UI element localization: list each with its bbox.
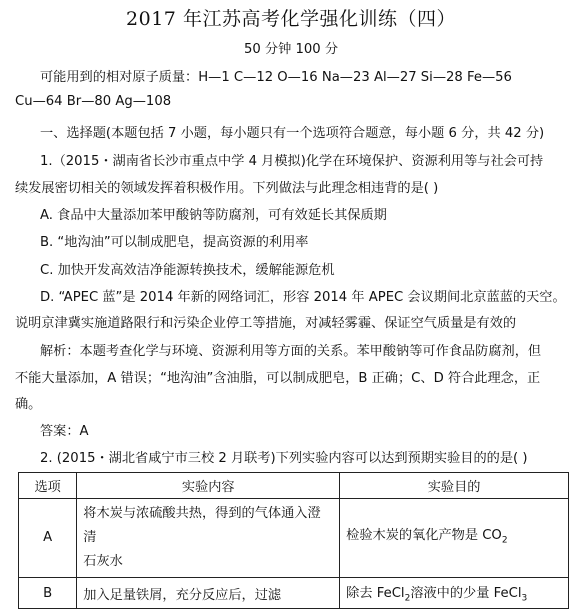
row-a-option: A	[19, 499, 77, 578]
q2-stem: 2. (2015・湖北省咸宁市三校 2 月联考)下列实验内容可以达到预期实验目的的是( )	[40, 451, 528, 466]
row-a-purpose-subscript: 2	[501, 535, 508, 546]
row-b-purpose-part-1: 除去 FeCl	[346, 586, 405, 602]
row-a-content-line-2: 石灰水	[83, 554, 123, 569]
q1-option-a: A. 食品中大量添加苯甲酸钠等防腐剂，可有效延长其保质期	[40, 208, 387, 223]
q1-option-d-line-2: 说明京津冀实施道路限行和污染企业停工等措施，对减轻雾霾、保证空气质量是有效的	[15, 316, 517, 331]
table-row	[19, 499, 569, 578]
row-a-content	[77, 499, 340, 578]
header-content: 实验内容	[77, 473, 340, 499]
table-header-row	[19, 473, 569, 499]
section-header: 一、选择题(本题包括 7 小题，每小题只有一个选项符合题意，每小题 6 分，共 42 分)	[40, 126, 545, 141]
subtitle: 50 分钟 100 分	[243, 42, 339, 57]
row-a-purpose	[340, 499, 569, 578]
q1-analysis-line-2: 不能大量添加，A 错误；“地沟油”含油脂，可以制成肥皂，B 正确；C、D 符合此理念，正	[15, 371, 541, 386]
atomic-masses-line-2: Cu—64 Br—80 Ag—108	[15, 94, 172, 109]
row-a-content-line-1: 将木炭与浓硫酸共热，得到的气体通入澄清	[83, 506, 321, 545]
page-title: 2017 年江苏高考化学强化训练（四）	[126, 8, 456, 30]
atomic-masses-line-1: 可能用到的相对原子质量：H—1 C—12 O—16 Na—23 Al—27 Si—28 Fe—56	[40, 70, 512, 85]
row-b-purpose-part-2: 溶液中的少量 FeCl	[410, 586, 522, 602]
q1-stem-line-2: 续发展密切相关的领域发挥着积极作用。下列做法与此理念相违背的是( )	[15, 181, 439, 196]
q1-stem-line-1: 1.（2015・湖南省长沙市重点中学 4 月模拟)化学在环境保护、资源利用等与社会可持	[40, 154, 544, 169]
row-b-purpose	[340, 578, 569, 609]
row-b-content: 加入足量铁屑，充分反应后，过滤	[77, 578, 340, 609]
row-b-purpose-subscript-1: 2	[404, 593, 411, 604]
q1-answer: 答案：A	[40, 424, 89, 439]
q1-option-b: B. “地沟油”可以制成肥皂，提高资源的利用率	[40, 235, 309, 250]
row-a-purpose-text: 检验木炭的氧化产物是 CO	[346, 527, 502, 543]
q1-analysis-line-1: 解析：本题考查化学与环境、资源利用等方面的关系。苯甲酸钠等可作食品防腐剂，但	[40, 344, 542, 359]
header-purpose: 实验目的	[340, 473, 569, 499]
experiment-table	[18, 472, 569, 609]
row-b-purpose-subscript-2: 3	[521, 593, 528, 604]
q1-option-c: C. 加快开发高效洁净能源转换技术，缓解能源危机	[40, 263, 335, 278]
q1-analysis-line-3: 确。	[15, 397, 42, 412]
row-b-option: B	[19, 578, 77, 609]
header-option: 选项	[19, 473, 77, 499]
q1-option-d-line-1: D. “APEC 蓝”是 2014 年新的网络词汇，形容 2014 年 APEC 会议期间北京蓝蓝的天空。	[40, 290, 566, 305]
table-row	[19, 578, 569, 609]
